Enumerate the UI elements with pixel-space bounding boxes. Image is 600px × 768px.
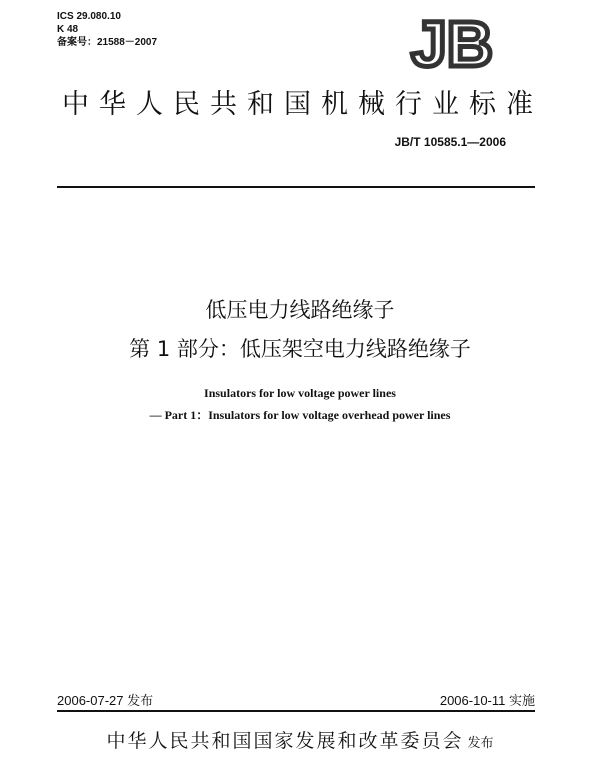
english-title-main: Insulators for low voltage power lines [204,386,396,400]
english-title-part: — Part 1：Insulators for low voltage overhead power lines [149,408,451,422]
document-metadata [57,10,227,49]
ics-code: ICS 29.080.10 [57,11,121,22]
jb-logo-lettering: JB [411,8,493,76]
standard-number: JB/T 10585.1—2006 [394,135,506,149]
publisher-name: 中华人民共和国国家发展和改革委员会 [106,730,464,752]
filing-number: 备案号：21588－2007 [57,37,158,48]
publisher-row [0,726,600,753]
jb-logo [398,8,506,76]
top-divider [57,186,535,188]
implementation-date: 2006-10-11 实施 [439,693,535,708]
issue-date: 2006-07-27 发布 [57,693,154,708]
chinese-title-main: 低压电力线路绝缘子 [205,298,395,322]
standard-category-title: 中华人民共和国机械行业标准 [62,89,543,120]
publisher-suffix: 发布 [467,736,494,751]
classification-code: K 48 [57,24,79,35]
jb-logo-graphic [398,8,506,76]
chinese-title-part: 第 1 部分：低压架空电力线路绝缘子 [129,337,471,361]
bottom-divider [57,710,535,712]
